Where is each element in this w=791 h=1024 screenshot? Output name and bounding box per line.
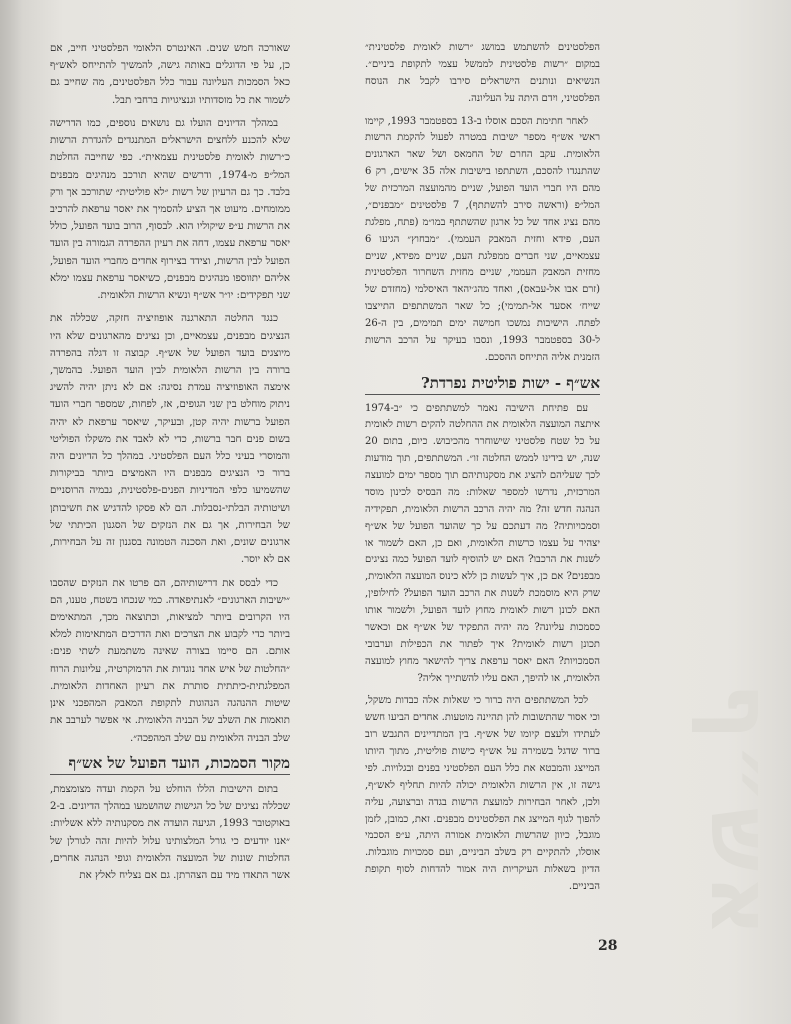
binding-shadow <box>0 0 22 1024</box>
section-heading: מקור הסמכות, הועד הפועל של אש״ף <box>50 755 290 775</box>
paragraph: כנגד החלטה התארגנה אופוזיציה חזקה, שכללה את הנציגים מבפנים, עצמאיים, וכן נציגים מהארגונים שלא היו מיוצגים בועד הפועל של אש״ף. קבוצה זו דגלה בהפרדה ברורה בין הרשות הלאומית לבין הועד הפועל. בהמשך, אימצה האופוזיציה עמדת נסיגה: אם לא ניתן יהיה להשיג ניתוק מוחלט בין שני הגופים, אז, לפחות, שמספר חברי הועד הפועל ברשות יהיה קטן, ובעיקר, שיאסר ערפאת לא יהיה בשום פנים חבר ברשות, כדי לא לאבד את משקלו הפוליטי והמוסרי בעיני כלל העם הפלסטיני. במהלך כל הדיונים היה ברור כי הנציגים מבפנים היו האמיצים ביותר בביקורות שהשמיעו כלפי המדיניות הפנים-פלסטינית, גבמיה הרוסניים ושיטותיה הבלתי-נסבלות. הם לא פסקו להדגיש את חשיבותן של הבחירות, אך גם את הנזקים של הסגנון הכיתתי של ארגונים שונים, ואת הסכנה הטמונה בסגנון זה על הבחירות, אם לא יוסר. <box>50 313 290 566</box>
left-text-column <box>50 40 290 890</box>
right-text-column <box>365 40 600 902</box>
paragraph: לכל המשתתפים היה ברור כי שאלות אלה כבדות משקל, וכי אסור שהתשובות להן תהיינה מוטעות. אחדים הביעו חשש לעתידו ולעצם קיומו של אש״ף. בין המתדיינים התגבש רוב ברור שדגל בשמירה על אש״ף כישות פוליטית, מתוך היותו המייצג והמבטא את כלל העם הפלסטיני בפנים ובגלויות. לפי גישה זו, אין הרשות הלאומית יכולה להיות תחליף לאש״ף, ולכן, לאחר הבחירות למועצת הרשות בגדה וברצועה, עליה להפוך לגוף המייצג את הפלסטינים מבפנים. זאת, כמובן, לזמן מוגבל, כיוון שהרשות הלאומית אמורה היתה, ע״פ הסכמי אוסלו, להתקיים רק בשלב הביניים, ועם סמכויות מוגבלות. הדיון בשאלות העיקריות היה אמור להדחות לסוף תקופת הביניים. <box>365 695 600 892</box>
paragraph: במהלך הדיונים הועלו גם נושאים נוספים, כמו הדרישה שלא להכנע ללחצים הישראלים המתנגדים להגדרת הרשות כ״רשות לאומית פלסטינית עצמאית״. כפי שחייבה החלטת המל״פ מ-1974, ודרשים שהיא תורכב מנהיגים מבפנים בלבד. כך גם הרעיון של רשות ״לא פוליטית״ שתורכב אך ורק ממומחים. מיעוט אך הציע להסמיך את יאסר ערפאת להרכיב את הרשות ע״פ שיקוליו הוא. לבסוף, הרוב בועד הפועל, כולל יאסר ערפאת עצמו, דחה את רעיון ההפרדה הגמורה בין הועד הפועל לבין הרשות, וצידד בצירוף אחדים מחברי הועד הפועל, אליהם יתווספו מנהיגים מבפנים, כשיאסר ערפאת עצמו ימלא שני תפקידים: יו״ר אש״ף ונשיא הרשות הלאומית. <box>50 117 291 302</box>
paragraph: לאחר חתימת הסכם אוסלו ב-13 בספטמבר 1993, קיימו ראשי אש״ף מספר ישיבות במטרה לפעול להקמת הרשות הלאומית. עקב החרם של החמאס ושל שאר הארגונים שהתנגדו להסכם, השתתפו בישיבות אלה 35 אישים, רק 6 מהם היו חברי הועד הפועל, שניים מהמועצה המרכזית של המל״פ (וראשה סירב להשתתף), 7 פלסטינים ״מבפנים״, מהם נציג אחד של כל ארגון שהשתתף במו״מ (פתח, מפלגת העם, פידא וחזית המאבק העממי). ״מבחוץ״ הגיעו 6 עצמאיים, שני חברים ממפלגת העם, שניים מפידא, שניים מחזית המאבק העממי, שניים מחזית השחרור הפלסטינית (זרם אבו אל-עבאס), ואחד מהג׳יהאד האיסלמי (מחזדם של שייח׳ אסעד אל-תמימי); כל שאר המשתתפים התייצבו לפתח. הישיבות נמשכו חמישה ימים תמימים, בין ה-26 ל-30 בספטמבר 1993, ונסבו בעיקר על הרכב הרשות הזמנית אליה התייחס ההסכם. <box>365 115 600 363</box>
paragraph: הפלסטינים להשתמש במושג ״רשות לאומית פלסטינית״ במקום ״רשות פלסטינית לממשל עצמי לתקופת ביניים״. הנשיאים ונותנים הישראלים סירבו לקבל את הנוסח הפלסטיני, ויִדם היתה על העליונה. <box>365 42 600 104</box>
paragraph: שאורכה חמש שנים. האינטרס הלאומי הפלסטיני חייב, אם כן, על פי הדוגלים באותה גישה, להמשיך להתייחס לאש״ף כאל הסמכות העליונה עבור כלל הפלסטינים, מה שחייב גם לשמור את כל מוסדותיו וגנציגויות ברחבי תבל. <box>50 43 290 106</box>
paragraph: בתום הישיבות הללו הוחלט על הקמת ועדה מצומצמת, שכללה נציגים של כל הגישות שהושמעו במהלך הדיונים. ב-2 באוקטובר 1993, הגיעה הועדה את מסקנותיה ללא אשליות: ״אנו יודעים כי גורל המלצותינו עלול להיות זהה לגורלן של החלטות שונות של המועצה הלאומית וגופי הנהגה אחרים, אשר התאדו מיד עם הצהרתן. גם אם נצליח לאלץ את <box>50 783 290 882</box>
watermark-title: אש״ף <box>692 682 790 940</box>
section-heading: אש״ף - ישות פוליטית נפרדת? <box>365 375 600 395</box>
paragraph: כדי לבסס את דרישותיהם, הם פרטו את הנזקים שהסבו ״ישיבות הארגונים״ לאנתיפאדה. כמי שנכחו בשטח, טענו, הם היו הקרובים ביותר למציאות, וכתוצאה מכך, המתאימים ביותר כדי לקבוע את הצרכים ואת הדרכים המתאימות למלא אותם. הם סיימו בצורה שאינה משתמעת לשתי פנים: ״החלטות של איש אחד נוגדות את הדמוקרטיה, עליונות הרוח המפלגתית-כיתתית סותרת את רעיון האחדות הלאומית. שיטות ההנהגה הנהוגות לתקופת המאבק המהפכני אינן תואמות את השלב של הבניה הלאומית. אי אפשר לערבב את שלב הבניה הלאומית עם שלב המהפכה״. <box>50 577 290 744</box>
page-number: 28 <box>598 938 618 954</box>
paragraph: עם פתיחת הישיבה נאמר למשתתפים כי ״ב-1974 איתצה המועצה הלאומית את ההחלטה להקים רשות לאומית על כל שטח פלסטיני שישוחרר מהכיבוש. כיום, בתום 20 שנה, יש בידינו לממש החלטה זו״. המשתתפים, תוך מודעות לכך שעליהם להציג את מסקנותיהם תוך מספר ימים למועצה המרכזית, נדרשו למספר שאלות: מה הבסיס לכינון מוסד הנהגה חדש זה? מה יהיה הרכב הרשות הלאומית, תפקידיה וסמכויותיה? מה דעתכם על כך שהועד הפועל של אש״ף יצהיר על עצמו כרשות הלאומית, ואם כן, האם לשמור או לשנות את הרכבו? האם יש להוסיף לועד הפועל כמה נציגים מבפנים? אם כן, איך לעשות כן ללא כינוס המועצה הלאומית, שרק היא מוסמכת לשנות את הרכב הועד הפועל? לחילופין, האם לכונן רשות לאומית מחוץ לועד הפועל, ולשמור אותו כסמכות עליונה? מה יהיה התפקיד של אש״ף אם וכאשר תכונן רשות לאומית? איך לפתור את הכפילות וערבובי הסמכויות? האם יאסר ערפאת צריך להישאר מחוץ למועצה הלאומית, או להיפך, האם עליו להשתייך אליה? <box>365 402 600 684</box>
